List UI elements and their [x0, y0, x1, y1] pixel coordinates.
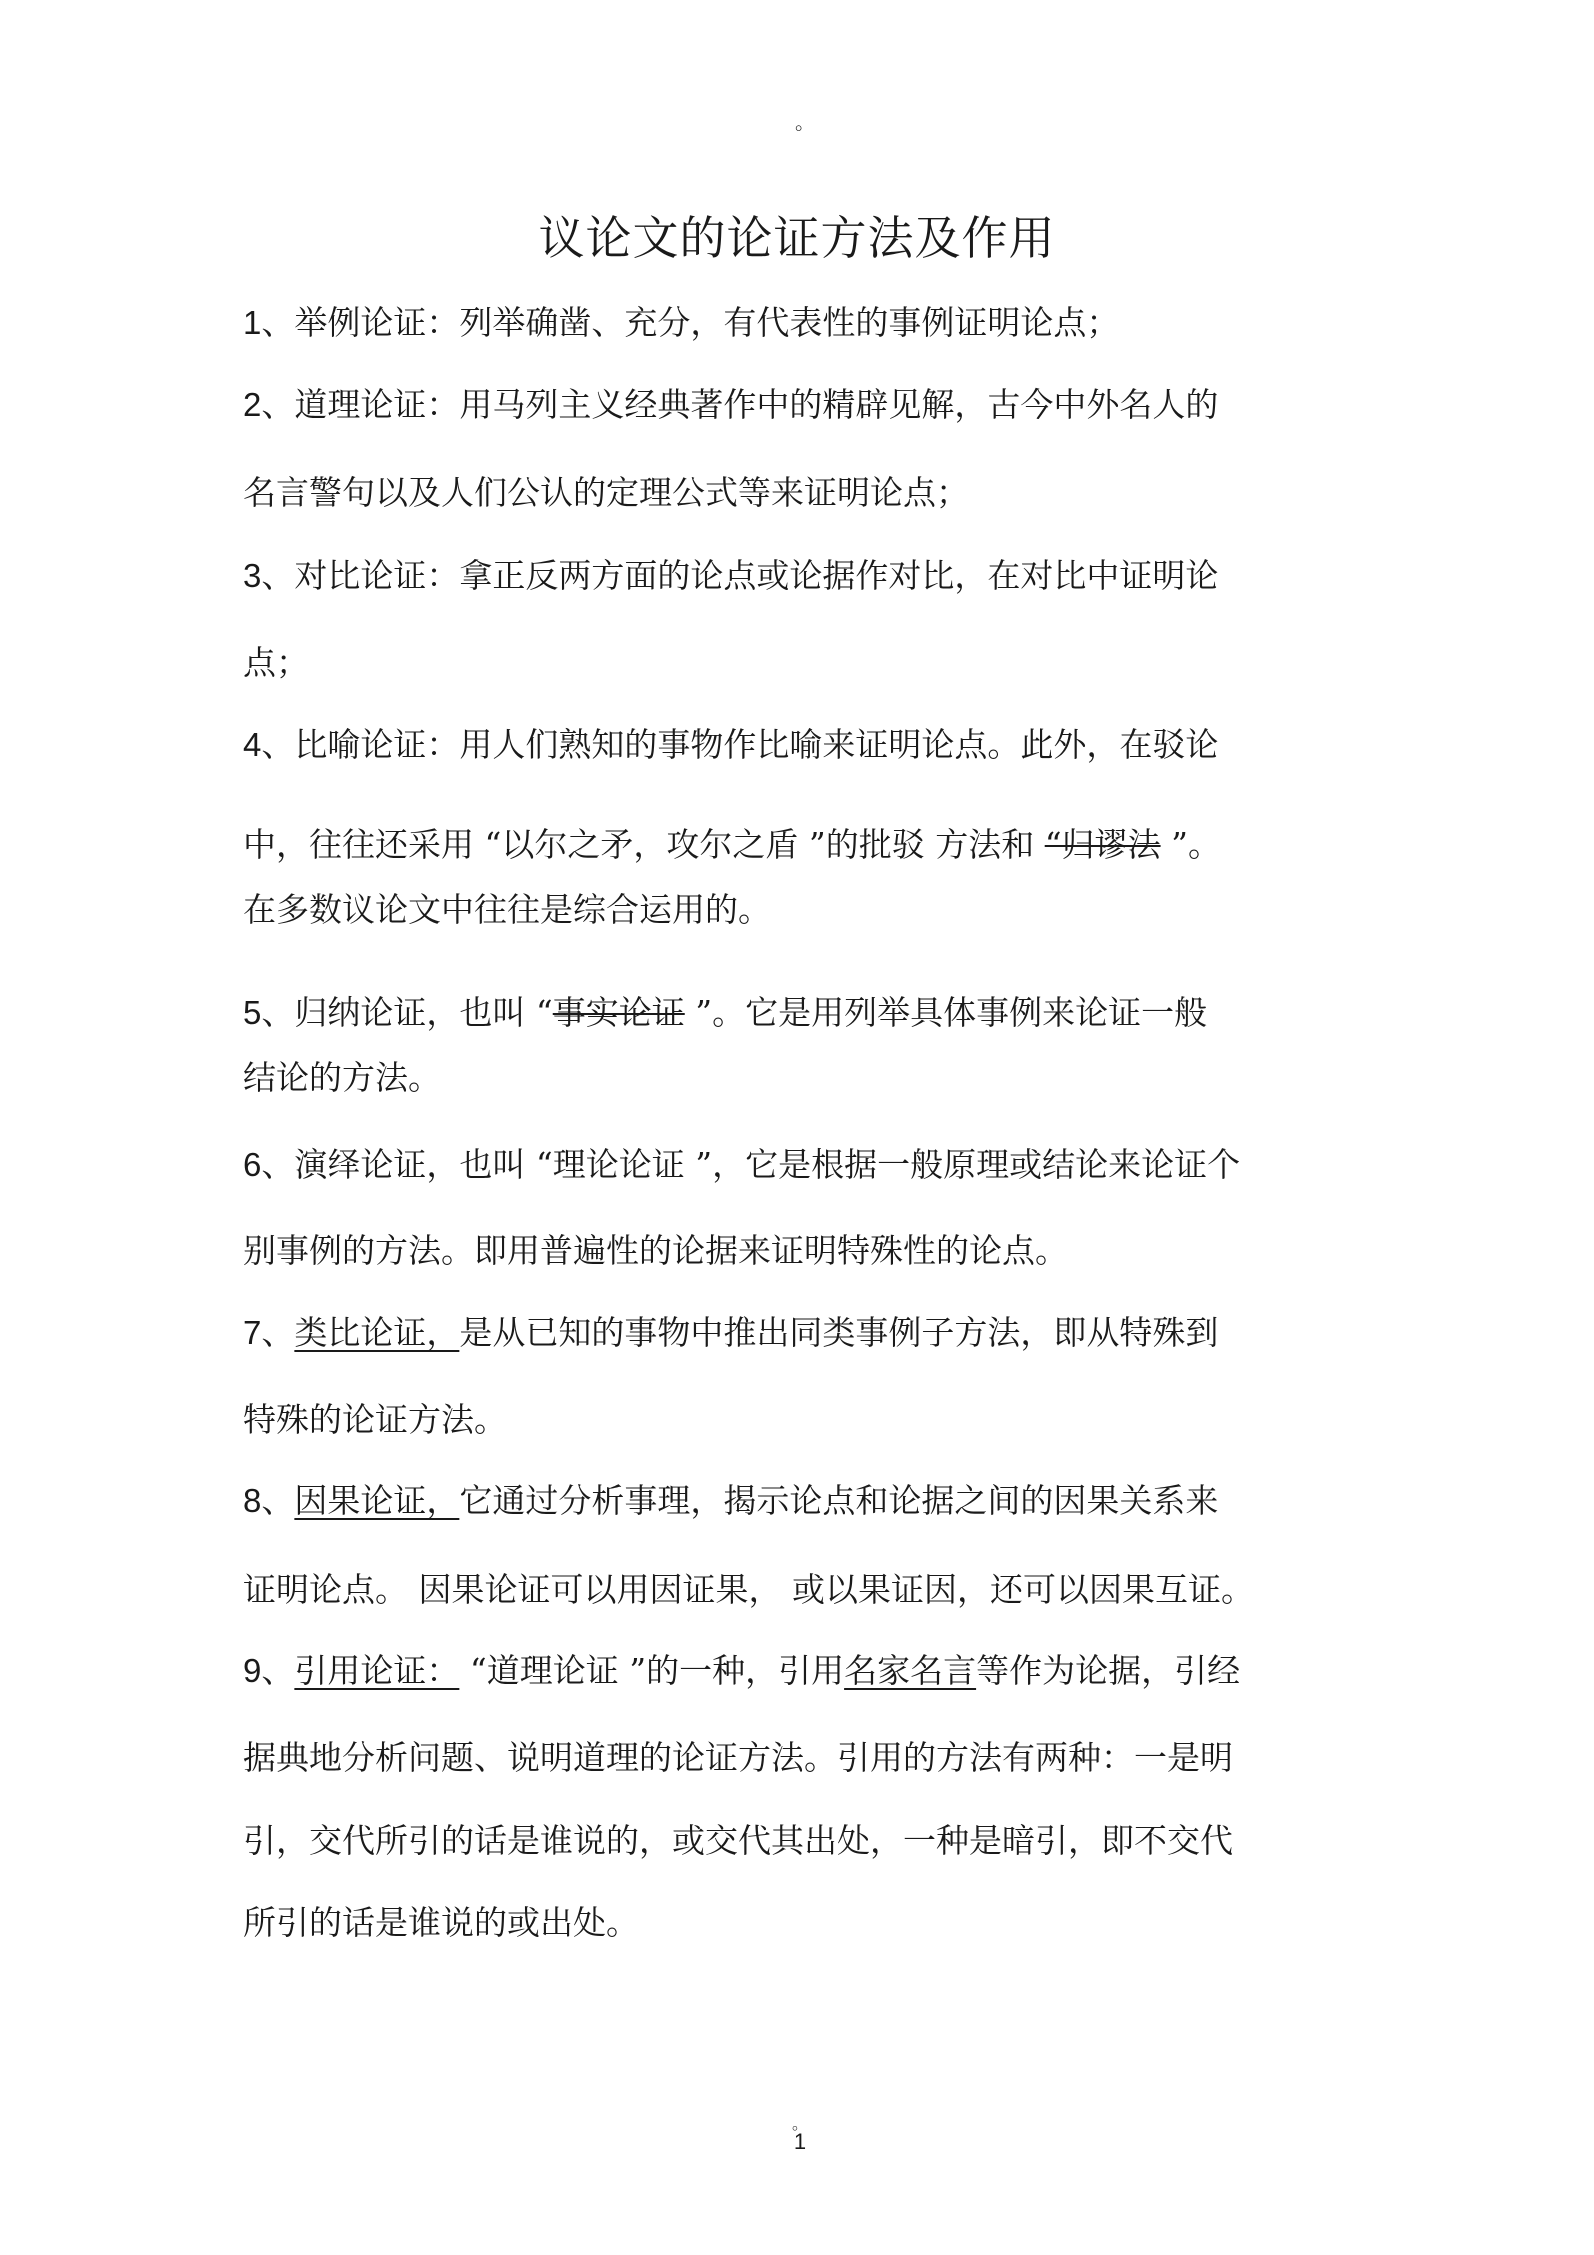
- item-1-number: 1: [243, 304, 262, 341]
- footer-mark: 。: [792, 2116, 809, 2133]
- item-2-line-2: 名言警句以及人们公认的定理公式等来证明论点；: [243, 473, 969, 512]
- item-1-line-1: [243, 300, 1119, 346]
- item-4-text-2c: ”。: [1160, 825, 1221, 864]
- item-2-number: 2: [243, 386, 262, 423]
- item-7-line-1: 7、类比论证，是从已知的事物中推出同类事例子方法，即从特殊到: [243, 1313, 1219, 1352]
- item-9-term: 引用论证：: [294, 1651, 460, 1690]
- item-8-text-1: 它通过分析事理，揭示论点和论据之间的因果关系来: [459, 1481, 1219, 1520]
- item-3-line-1: [243, 553, 1218, 599]
- item-8-line-2: 证明论点。 因果论证可以用因证果， 或以果证因，还可以因果互证。: [243, 1570, 1254, 1609]
- item-9-number: 9: [243, 1652, 262, 1689]
- item-4-text-1: 、比喻论证：用人们熟知的事物作比喻来证明论点。此外，在驳论: [261, 725, 1219, 764]
- item-5-number: 5: [243, 994, 262, 1031]
- item-8-number: 8: [243, 1482, 262, 1519]
- item-7-term: 类比论证，: [294, 1313, 460, 1352]
- item-1-text: 、举例论证：列举确凿、充分，有代表性的事例证明论点；: [261, 303, 1120, 342]
- item-6-text-1: 、演绎论证，也叫 “理论论证 ”，它是根据一般原理或结论来论证个: [261, 1145, 1241, 1184]
- page-title: 议论文的论证方法及作用: [538, 211, 1056, 265]
- item-4-line-3: 在多数议论文中往往是综合运用的。: [243, 890, 771, 929]
- item-6-line-2: 别事例的方法。即用普遍性的论据来证明特殊性的论点。: [243, 1231, 1068, 1270]
- item-9-text-1c: 等作为论据，引经: [976, 1651, 1241, 1690]
- item-7-text-1: 是从已知的事物中推出同类事例子方法，即从特殊到: [459, 1313, 1219, 1352]
- item-5-text-1a: 、归纳论证，也叫 “: [261, 993, 553, 1032]
- item-3-text-1: 、对比论证：拿正反两方面的论点或论据作对比，在对比中证明论: [261, 556, 1219, 595]
- item-8-line-1: 8、因果论证，它通过分析事理，揭示论点和论据之间的因果关系来: [243, 1481, 1219, 1520]
- item-5-line-2: 结论的方法。: [243, 1058, 441, 1097]
- item-7-number: 7: [243, 1314, 262, 1351]
- item-5-struck-term: 事实论证: [552, 993, 685, 1032]
- item-6-line-1: [243, 1142, 1240, 1188]
- item-4-text-2a: 中，往往还采用 “以尔之矛，攻尔之盾 ”的批驳 方法和: [243, 825, 1045, 864]
- item-9-line-1: 9、引用论证： “道理论证 ”的一种，引用名家名言等作为论据，引经: [243, 1651, 1241, 1690]
- item-3-line-2: 点；: [243, 643, 309, 682]
- item-2-line-1: [243, 382, 1218, 428]
- item-3-number: 3: [243, 557, 262, 594]
- header-mark: 。: [795, 110, 815, 134]
- page-number: [792, 2116, 809, 2154]
- item-9-term-2: 名家名言: [844, 1651, 977, 1690]
- item-5-line-1: [243, 990, 1207, 1036]
- item-6-number: 6: [243, 1146, 262, 1183]
- page-number-value: 1: [793, 2129, 807, 2154]
- item-4-line-2: [243, 822, 1221, 868]
- item-9-text-1b: “道理论证 ”的一种，引用: [459, 1651, 845, 1690]
- item-4-line-1: [243, 722, 1218, 768]
- item-9-line-4: 所引的话是谁说的或出处。: [243, 1903, 639, 1942]
- item-2-text-1: 、道理论证：用马列主义经典著作中的精辟见解，古今中外名人的: [261, 385, 1219, 424]
- item-4-struck-term: “归谬法: [1044, 825, 1161, 864]
- item-5-text-1c: ”。它是用列举具体事例来论证一般: [684, 993, 1208, 1032]
- item-9-line-3: 引，交代所引的话是谁说的，或交代其出处，一种是暗引，即不交代: [243, 1821, 1233, 1860]
- item-4-number: 4: [243, 726, 262, 763]
- item-7-line-2: 特殊的论证方法。: [243, 1400, 507, 1439]
- item-9-line-2: 据典地分析问题、说明道理的论证方法。引用的方法有两种：一是明: [243, 1738, 1233, 1777]
- item-8-term: 因果论证，: [294, 1481, 460, 1520]
